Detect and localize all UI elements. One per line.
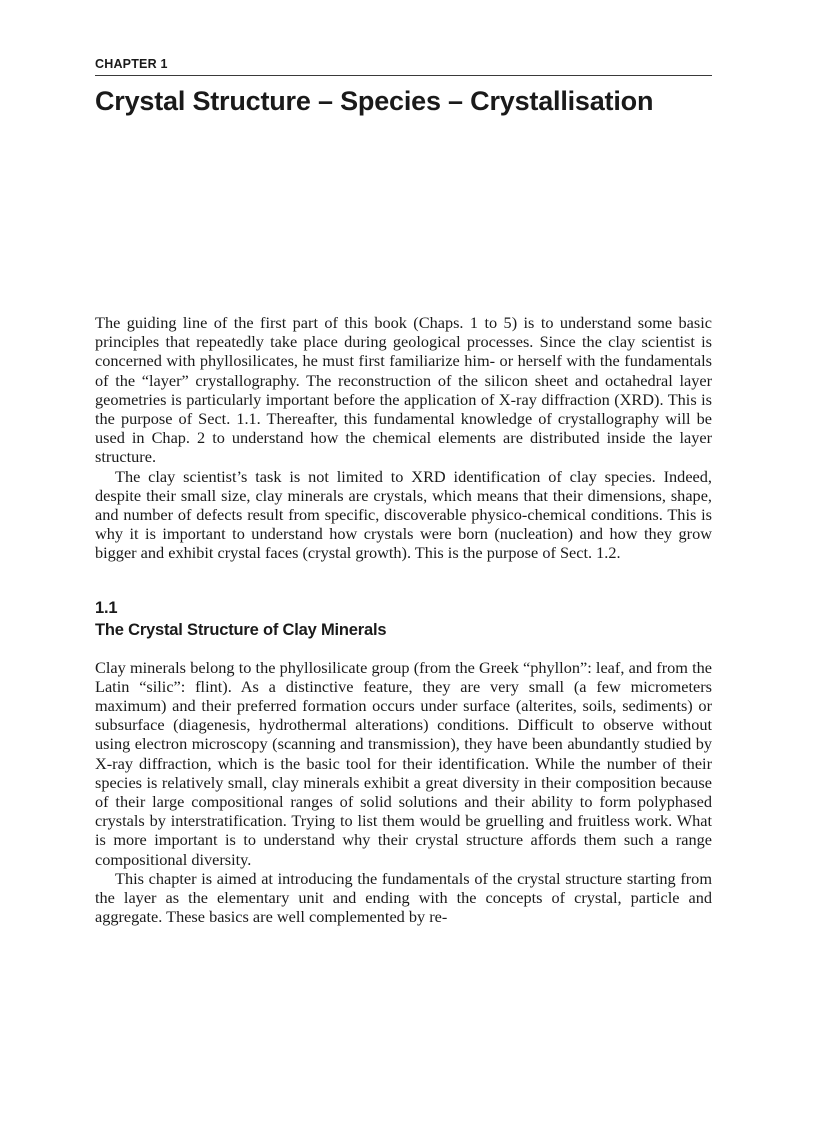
section-paragraph-1: Clay minerals belong to the phyllosilicate group (from the Greek “phyllon”: leaf, and from the Latin “silic”: flint). As a distinctive feature, they are very small (a few micrometers maximum) and their preferred formation occurs under surface (alterites, soils, sediments) or subsurface (diagenesis, hydrothermal alterations) conditions. Difficult to observe without using electron microscopy (scanning and transmission), they have been abundantly studied by X-ray diffraction, which is the basic tool for their identification. While the number of their species is relatively small, clay minerals exhibit a great diversity in their composition because of their large compositional ranges of solid solutions and their ability to form polyphased crystals by interstratification. Trying to list them would be gruelling and fruitless work. What is more important is to understand why their crystal structure affords them such a range compositional diversity. — [95, 657, 712, 869]
intro-section — [95, 313, 712, 563]
section-paragraph-2: This chapter is aimed at introducing the fundamentals of the crystal structure starting from the layer as the elementary unit and ending with the concepts of crystal, particle and aggregate. These basics are well complemented by re- — [95, 868, 712, 927]
section-number: 1.1 — [95, 598, 118, 617]
section-title: The Crystal Structure of Clay Minerals — [95, 620, 387, 639]
book-page — [95, 56, 712, 926]
intro-paragraph-2: The clay scientist’s task is not limited to XRD identification of clay species. Indeed, despite their small size, clay minerals are crystals, which means that their dimensions, shape, and number of defects result from specific, discoverable physico-chemical conditions. This is why it is important to understand how crystals were born (nucleation) and how they grow bigger and exhibit crystal faces (crystal growth). This is the purpose of Sect. 1.2. — [95, 466, 712, 563]
section-body — [95, 658, 712, 927]
chapter-label: CHAPTER 1 — [95, 56, 712, 76]
chapter-title: Crystal Structure – Species – Crystallisation — [95, 86, 654, 116]
section-heading — [95, 597, 712, 641]
intro-paragraph-1: The guiding line of the first part of this book (Chaps. 1 to 5) is to understand some basic principles that repeatedly take place during geological processes. Since the clay scientist is concerned with phyllosilicates, he must first familiarize him- or herself with the fundamentals of the “layer” crystallography. The reconstruction of the silicon sheet and octahedral layer geometries is particularly important before the application of X-ray diffraction (XRD). This is the purpose of Sect. 1.1. Thereafter, this fundamental knowledge of crystallography will be used in Chap. 2 to understand how the chemical elements are distributed inside the layer structure. — [95, 313, 712, 467]
